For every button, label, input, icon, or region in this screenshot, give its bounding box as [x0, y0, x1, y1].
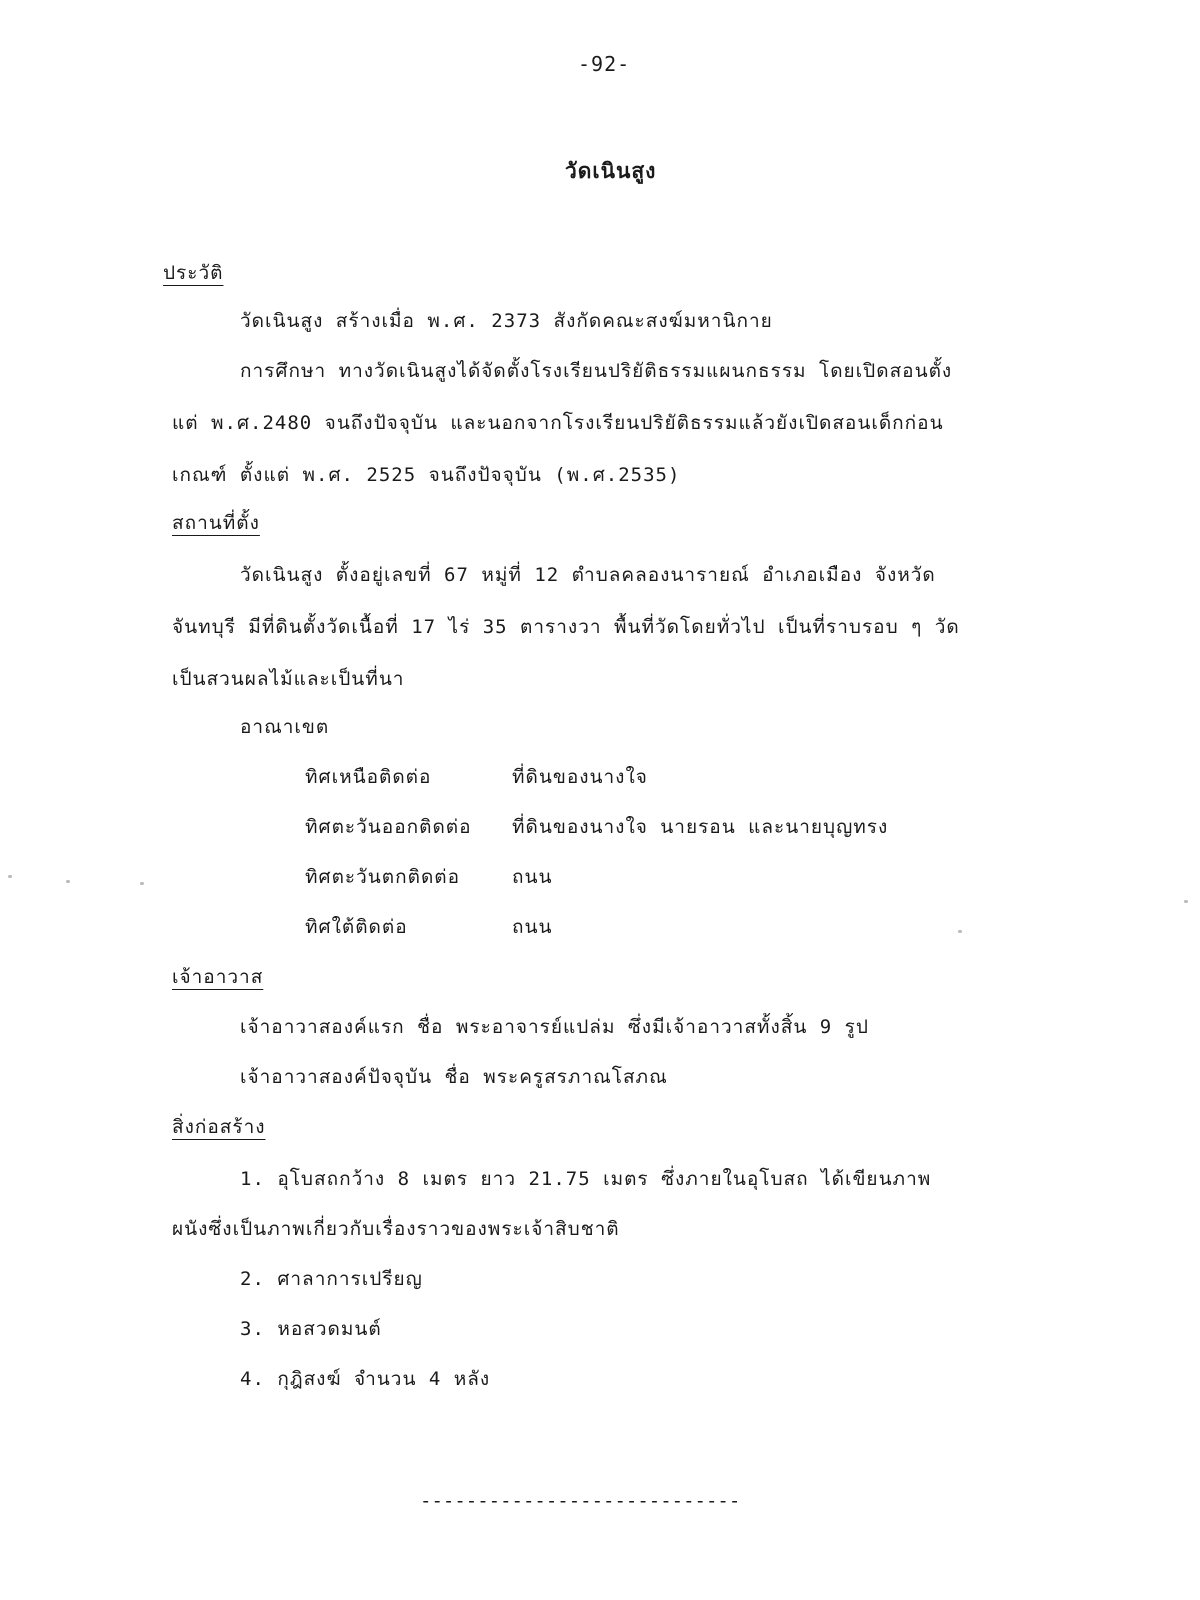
- boundary-north-value: ที่ดินของนางใจ: [512, 766, 648, 788]
- location-heading: สถานที่ตั้ง: [172, 512, 260, 534]
- history-heading: ประวัติ: [163, 262, 224, 284]
- boundary-east-value: ที่ดินของนางใจ นายรอน และนายบุญทรง: [512, 816, 889, 838]
- history-education-line3: เกณฑ์ ตั้งแต่ พ.ศ. 2525 จนถึงปัจจุบัน (พ.ศ.2535): [172, 464, 681, 486]
- scan-speck: [140, 882, 144, 885]
- location-line1: วัดเนินสูง ตั้งอยู่เลขที่ 67 หมู่ที่ 12 ตำบลคลองนารายณ์ อำเภอเมือง จังหวัด: [240, 564, 936, 586]
- abbots-current: เจ้าอาวาสองค์ปัจจุบัน ชื่อ พระครูสรภาณโสภณ: [240, 1066, 668, 1088]
- location-line2: จันทบุรี มีที่ดินตั้งวัดเนื้อที่ 17 ไร่ 35 ตารางวา พื้นที่วัดโดยทั่วไป เป็นที่ราบรอบ ๆ วัด: [172, 616, 960, 638]
- location-line3: เป็นสวนผลไม้และเป็นที่นา: [172, 668, 405, 690]
- boundary-west-value: ถนน: [512, 866, 553, 888]
- boundary-east-direction: ทิศตะวันออกติดต่อ: [305, 816, 472, 838]
- history-education-line2: แต่ พ.ศ.2480 จนถึงปัจจุบัน และนอกจากโรงเรียนปริยัติธรรมแล้วยังเปิดสอนเด็กก่อน: [172, 412, 944, 434]
- scan-speck: [8, 875, 12, 878]
- buildings-heading: สิ่งก่อสร้าง: [172, 1116, 266, 1138]
- page-number: -92-: [578, 52, 631, 76]
- history-founded: วัดเนินสูง สร้างเมื่อ พ.ศ. 2373 สังกัดคณะสงฆ์มหานิกาย: [240, 310, 773, 332]
- section-divider: ----------------------------: [420, 1490, 741, 1512]
- building-item-2: 2. ศาลาการเปรียญ: [240, 1268, 423, 1290]
- boundary-label: อาณาเขต: [240, 716, 330, 738]
- abbots-first: เจ้าอาวาสองค์แรก ชื่อ พระอาจารย์แปล่ม ซึ่งมีเจ้าอาวาสทั้งสิ้น 9 รูป: [240, 1016, 869, 1038]
- building-item-4: 4. กุฎิสงฆ์ จำนวน 4 หลัง: [240, 1368, 491, 1390]
- building-item-1-line2: ผนังซึ่งเป็นภาพเกี่ยวกับเรื่องราวของพระเจ้าสิบชาติ: [172, 1218, 620, 1240]
- scan-speck: [958, 930, 962, 933]
- page-title: วัดเนินสูง: [565, 159, 657, 183]
- history-education-line1: การศึกษา ทางวัดเนินสูงได้จัดตั้งโรงเรียนปริยัติธรรมแผนกธรรม โดยเปิดสอนตั้ง: [240, 360, 953, 382]
- boundary-south-value: ถนน: [512, 916, 553, 938]
- building-item-1-line1: 1. อุโบสถกว้าง 8 เมตร ยาว 21.75 เมตร ซึ่งภายในอุโบสถ ได้เขียนภาพ: [240, 1168, 932, 1190]
- scan-speck: [66, 880, 70, 883]
- scan-speck: [1184, 900, 1188, 903]
- building-item-3: 3. หอสวดมนต์: [240, 1318, 382, 1340]
- boundary-north-direction: ทิศเหนือติดต่อ: [305, 766, 432, 788]
- boundary-west-direction: ทิศตะวันตกติดต่อ: [305, 866, 461, 888]
- abbots-heading: เจ้าอาวาส: [172, 966, 264, 988]
- boundary-south-direction: ทิศใต้ติดต่อ: [305, 916, 408, 938]
